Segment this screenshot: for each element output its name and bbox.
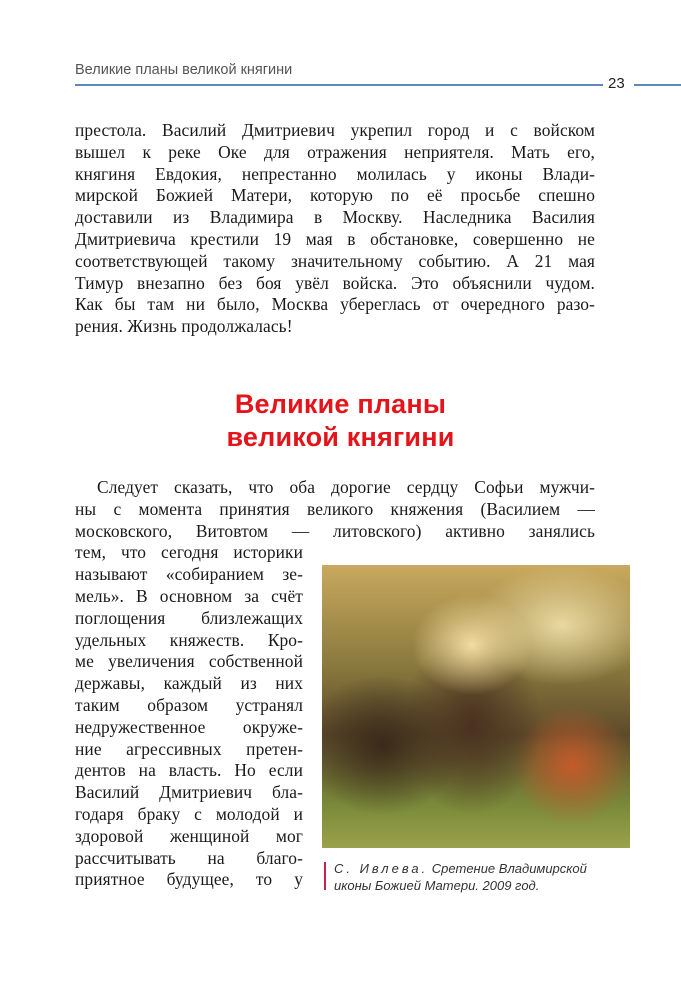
text-line: державы, каждый из них xyxy=(75,673,303,694)
text-line: мель». В основном за счёт xyxy=(75,586,303,606)
header-rule-left xyxy=(75,84,603,86)
text-line: тем, что сегодня историки xyxy=(75,542,303,563)
caption-author: С. Ивлева. xyxy=(334,861,429,876)
text-line: дентов на власть. Но если xyxy=(75,760,303,781)
text-line: рассчитывать на благо- xyxy=(75,847,303,868)
section-heading-line-2: великой княгини xyxy=(226,422,455,452)
text-line: вышел к реке Оке для отражения неприятеля. Мать его, xyxy=(75,141,595,162)
text-line: ние агрессивных претен- xyxy=(75,738,303,759)
caption-title-part2: иконы Божией Матери. 2009 год. xyxy=(334,878,540,893)
text-line: мирской Божией Матери, которую по её просьбе спешно xyxy=(75,185,595,206)
text-line: таким образом устранял xyxy=(75,695,303,715)
text-line: удельных княжеств. Кро- xyxy=(75,629,303,650)
text-line: Тимур внезапно без боя увёл войска. Это объяснили чудом. xyxy=(75,272,595,293)
painting-image xyxy=(322,565,630,848)
text-line: соответствующей такому значительному событию. А 21 мая xyxy=(75,250,595,271)
text-line: доставили из Владимира в Москву. Наследника Василия xyxy=(75,207,595,228)
section-heading-line-1: Великие планы xyxy=(234,389,447,419)
text-line: приятное будущее, то у xyxy=(75,869,303,890)
text-line: здоровой женщиной мог xyxy=(75,825,303,846)
text-line: престола. Василий Дмитриевич укрепил город и с войском xyxy=(75,120,595,140)
figure-caption xyxy=(334,860,587,894)
text-line: московского, Витовтом — литовского) активно занялись xyxy=(75,520,595,541)
text-line: годаря браку с молодой и xyxy=(75,804,303,824)
text-line: Как бы там ни было, Москва уберeглась от очередного разо- xyxy=(75,294,595,315)
page-number: 23 xyxy=(608,75,625,92)
text-line: Дмитриевича крестили 19 мая в обстановке, совершенно не xyxy=(75,229,595,249)
text-line: рения. Жизнь продолжалась! xyxy=(75,316,293,337)
header-rule-right xyxy=(634,84,681,86)
text-line: поглощения близлежащих xyxy=(75,607,303,628)
text-line: Василий Дмитриевич бла- xyxy=(75,782,303,803)
text-line: ме увеличения собственной xyxy=(75,651,303,672)
caption-accent-bar xyxy=(324,862,326,890)
caption-title-part1: Сретение Владимирской xyxy=(428,861,587,876)
text-line: княгиня Евдокия, непрестанно молилась у иконы Влади- xyxy=(75,163,595,184)
text-line: называют «собиранием зе- xyxy=(75,564,303,585)
text-line: ны с момента принятия великого княжения (Василием — xyxy=(75,498,595,519)
text-line: Следует сказать, что оба дорогие сердцу Софьи мужчи- xyxy=(97,477,595,497)
running-header-title: Великие планы великой княгини xyxy=(75,62,293,78)
text-line: недружественное окруже- xyxy=(75,716,303,737)
